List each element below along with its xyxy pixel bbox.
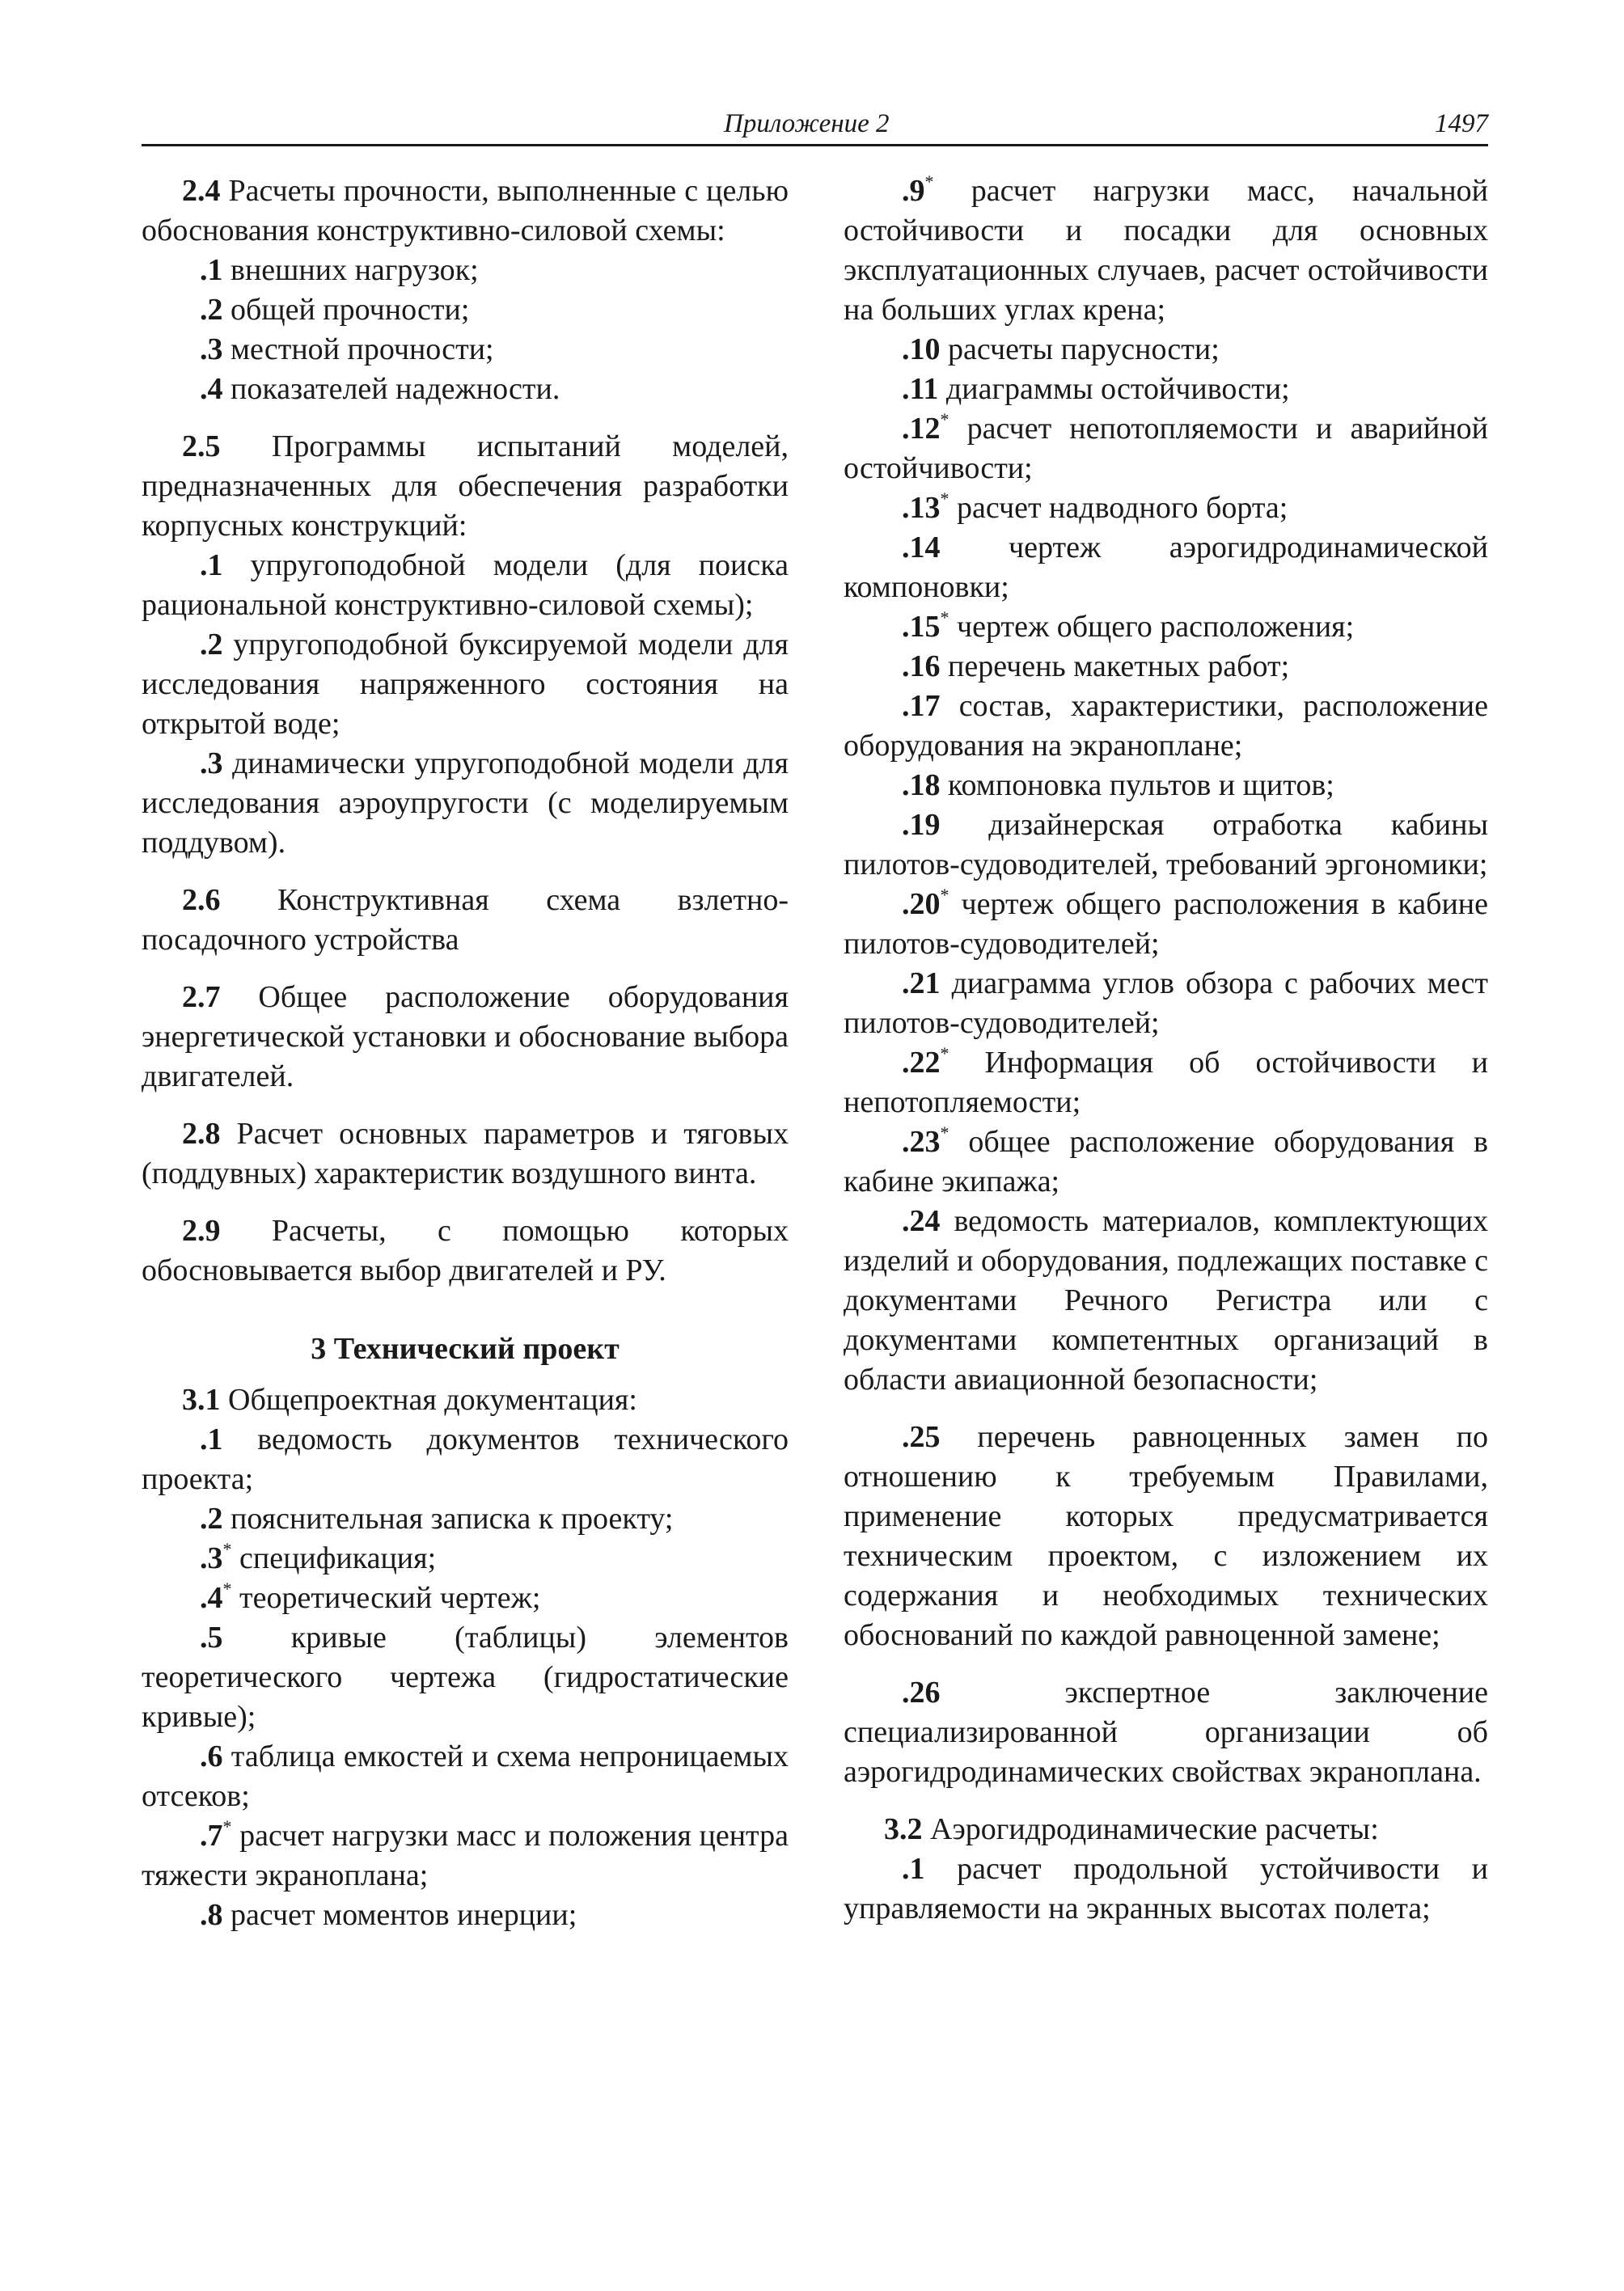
asterisk: * (924, 171, 934, 192)
item-number: .15 (902, 610, 941, 644)
paragraph (844, 488, 1488, 528)
item-text: чертеж общего расположения; (949, 610, 1355, 644)
item-text: расчет нагрузки масс и положения центра тяжести экраноплана; (142, 1819, 789, 1892)
paragraph (142, 1816, 789, 1896)
item-text: перечень равноценных замен по отношению к требуемым Правилами, применение которых предусматривается техническим проектом, с изложением их содержания и необходимых технических обоснований по каждой равноценной замене; (844, 1420, 1488, 1652)
item-number: .4 (200, 1581, 223, 1615)
paragraph (844, 647, 1488, 687)
paragraph (844, 766, 1488, 805)
paragraph (844, 1043, 1488, 1122)
item-text: Информация об остойчивости и непотопляемости; (844, 1046, 1488, 1119)
paragraph (142, 625, 789, 744)
item-text: спецификация; (231, 1541, 437, 1575)
paragraph (142, 1539, 789, 1579)
item-text: расчет продольной устойчивости и управляемости на экранных высотах полета; (844, 1852, 1488, 1925)
paragraph (142, 1211, 789, 1291)
asterisk: * (222, 1539, 232, 1559)
item-number: .6 (200, 1739, 223, 1773)
header-title: Приложение 2 (724, 109, 890, 138)
item-text: Общее расположение оборудования энергетической установки и обоснование выбора двигателей. (142, 980, 789, 1093)
paragraph (142, 171, 789, 251)
item-number: .26 (902, 1676, 941, 1710)
paragraph (142, 744, 789, 863)
paragraph (844, 1810, 1488, 1849)
running-header (142, 105, 1488, 146)
item-number: .14 (902, 530, 941, 564)
paragraph (142, 1499, 789, 1539)
item-number: .19 (902, 808, 941, 842)
item-number: 3.2 (884, 1812, 923, 1846)
paragraph (844, 370, 1488, 409)
item-number: .9 (902, 174, 925, 208)
item-number: 2.7 (182, 980, 221, 1014)
asterisk: * (940, 607, 949, 628)
paragraph (844, 528, 1488, 607)
item-number: 3.1 (182, 1383, 221, 1417)
paragraph (844, 1673, 1488, 1792)
item-number: .13 (902, 491, 941, 525)
item-number: .16 (902, 649, 941, 683)
item-number: .18 (902, 768, 941, 802)
paragraph (142, 1380, 789, 1420)
item-text: перечень макетных работ; (940, 649, 1290, 683)
paragraph (844, 1418, 1488, 1655)
item-text: Общепроектная документация: (220, 1383, 637, 1417)
item-number: .17 (902, 689, 941, 723)
item-number: .3 (200, 1541, 223, 1575)
item-number: .24 (902, 1204, 941, 1238)
left-column (142, 171, 789, 1935)
item-number: .4 (200, 372, 223, 406)
paragraph (142, 427, 789, 546)
item-number: .23 (902, 1125, 941, 1159)
paragraph (142, 1420, 789, 1499)
item-number: .20 (902, 887, 941, 921)
item-number: .1 (902, 1852, 925, 1886)
item-number: .25 (902, 1420, 941, 1454)
asterisk: * (222, 1579, 232, 1599)
item-text: состав, характеристики, расположение оборудования на экраноплане; (844, 689, 1488, 763)
page-number: 1497 (1435, 109, 1488, 138)
item-text: ведомость документов технического проекта; (142, 1422, 789, 1496)
item-text: расчет надводного борта; (949, 491, 1288, 525)
item-number: .2 (200, 628, 223, 662)
item-number: .3 (200, 746, 223, 780)
right-column (844, 171, 1488, 1929)
paragraph (844, 805, 1488, 885)
item-text: Расчеты прочности, выполненные с целью обоснования конструктивно-силовой схемы: (142, 174, 789, 247)
paragraph (844, 964, 1488, 1043)
asterisk: * (940, 1043, 949, 1063)
item-text: упругоподобной модели (для поиска рациональной конструктивно-силовой схемы); (142, 548, 789, 622)
item-text: Программы испытаний моделей, предназначенных для обеспечения разработки корпусных конструкций: (142, 429, 789, 543)
paragraph (844, 1122, 1488, 1202)
paragraph (142, 1579, 789, 1618)
item-number: .1 (200, 548, 223, 582)
item-text: пояснительная записка к проекту; (222, 1502, 674, 1536)
paragraph (142, 1896, 789, 1935)
item-text: Расчеты, с помощью которых обосновывается выбор двигателей и РУ. (142, 1214, 789, 1287)
paragraph (844, 607, 1488, 647)
item-text: экспертное заключение специализированной организации об аэрогидродинамических свойствах экраноплана. (844, 1676, 1488, 1789)
item-text: местной прочности; (222, 332, 494, 366)
paragraph (844, 687, 1488, 766)
paragraph (844, 1202, 1488, 1400)
item-number: 2.4 (182, 174, 221, 208)
asterisk: * (940, 488, 949, 509)
item-text: Аэрогидродинамические расчеты: (922, 1812, 1379, 1846)
paragraph (844, 171, 1488, 330)
item-number: .3 (200, 332, 223, 366)
item-text: расчеты парусности; (940, 332, 1220, 366)
item-text: динамически упругоподобной модели для исследования аэроупругости (с моделируемым поддувом). (142, 746, 789, 860)
item-text: расчет непотопляемости и аварийной остойчивости; (844, 412, 1488, 485)
item-number: .7 (200, 1819, 223, 1853)
paragraph (142, 546, 789, 625)
paragraph (844, 1849, 1488, 1929)
asterisk: * (222, 1816, 232, 1837)
item-text: показателей надежности. (222, 372, 560, 406)
paragraph (142, 1737, 789, 1816)
item-text: компоновка пультов и щитов; (940, 768, 1334, 802)
paragraph (844, 409, 1488, 488)
item-number: 2.9 (182, 1214, 221, 1248)
asterisk: * (940, 885, 949, 905)
item-text: ведомость материалов, комплектующих изделий и оборудования, подлежащих поставке с документами Речного Регистра или с документами компетентных организаций в области авиационной безопасности; (844, 1204, 1488, 1397)
item-number: .2 (200, 293, 223, 327)
item-text: расчет моментов инерции; (222, 1898, 577, 1932)
item-number: .2 (200, 1502, 223, 1536)
item-text: теоретический чертеж; (231, 1581, 541, 1615)
item-number: .12 (902, 412, 941, 446)
section-heading: 3 Технический проект (311, 1332, 620, 1366)
paragraph (142, 1618, 789, 1737)
asterisk: * (940, 1122, 949, 1143)
paragraph (142, 978, 789, 1097)
item-number: .22 (902, 1046, 941, 1080)
item-number: .8 (200, 1898, 223, 1932)
item-number: 2.6 (182, 883, 221, 917)
paragraph (142, 1114, 789, 1194)
item-number: .1 (200, 1422, 223, 1456)
item-number: 2.5 (182, 429, 221, 463)
item-text: диаграммы остойчивости; (938, 372, 1290, 406)
paragraph (142, 290, 789, 330)
item-number: .10 (902, 332, 941, 366)
item-text: чертеж общего расположения в кабине пилотов-судоводителей; (844, 887, 1488, 961)
paragraph (142, 370, 789, 409)
item-text: диаграмма углов обзора с рабочих мест пилотов-судоводителей; (844, 966, 1488, 1040)
item-text: упругоподобной буксируемой модели для исследования напряженного состояния на открытой воде; (142, 628, 789, 741)
item-number: .5 (200, 1621, 223, 1655)
item-text: общее расположение оборудования в кабине экипажа; (844, 1125, 1488, 1198)
paragraph (844, 330, 1488, 370)
item-text: Конструктивная схема взлетно-посадочного устройства (142, 883, 789, 957)
item-text: внешних нагрузок; (222, 253, 479, 287)
item-text: кривые (таблицы) элементов теоретического чертежа (гидростатические кривые); (142, 1621, 789, 1734)
item-text: чертеж аэрогидродинамической компоновки; (844, 530, 1488, 604)
item-text: общей прочности; (222, 293, 470, 327)
paragraph (142, 251, 789, 290)
paragraph (142, 881, 789, 960)
item-text: дизайнерская отработка кабины пилотов-судоводителей, требований эргономики; (844, 808, 1488, 881)
item-number: 2.8 (182, 1117, 221, 1151)
paragraph (142, 330, 789, 370)
item-text: расчет нагрузки масс, начальной остойчивости и посадки для основных эксплуатационных случаев, расчет остойчивости на больших углах крена; (844, 174, 1488, 327)
paragraph (844, 885, 1488, 964)
item-text: таблица емкостей и схема непроницаемых отсеков; (142, 1739, 789, 1813)
item-number: .11 (902, 372, 939, 406)
item-number: .1 (200, 253, 223, 287)
asterisk: * (940, 409, 949, 429)
item-text: Расчет основных параметров и тяговых (поддувных) характеристик воздушного винта. (142, 1117, 789, 1190)
item-number: .21 (902, 966, 941, 1000)
